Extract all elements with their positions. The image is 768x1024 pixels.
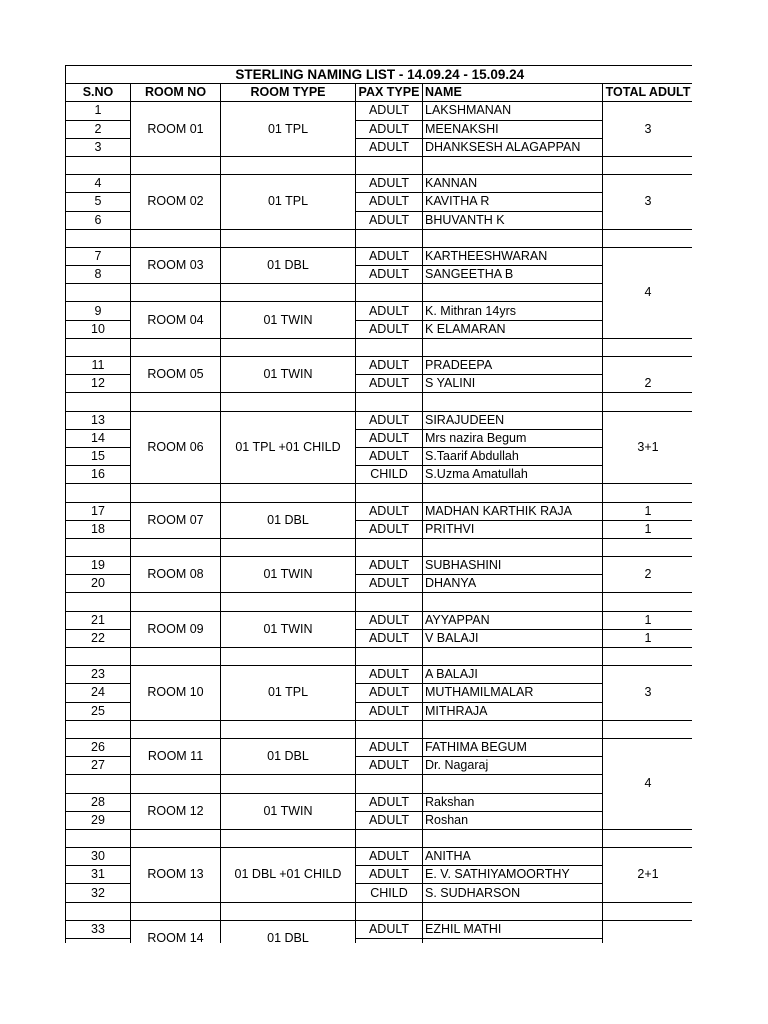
sheet-title: STERLING NAMING LIST - 14.09.24 - 15.09.24 bbox=[66, 66, 693, 84]
table-row bbox=[66, 793, 693, 811]
title-row bbox=[66, 66, 693, 84]
spacer-row bbox=[66, 484, 693, 502]
pax-type-cell: ADULT bbox=[356, 193, 423, 211]
spacer-row bbox=[66, 648, 693, 666]
header-name: NAME bbox=[423, 84, 603, 102]
name-cell: K. Mithran 14yrs bbox=[423, 302, 603, 320]
total-adult-cell: 3 bbox=[603, 102, 693, 157]
room-no-cell: ROOM 03 bbox=[131, 247, 221, 283]
sno-cell: 13 bbox=[66, 411, 131, 429]
name-cell bbox=[423, 939, 603, 944]
table-row bbox=[66, 611, 693, 629]
name-cell: MUTHAMILMALAR bbox=[423, 684, 603, 702]
name-cell: MITHRAJA bbox=[423, 702, 603, 720]
spacer-row bbox=[66, 229, 693, 247]
room-no-cell: ROOM 10 bbox=[131, 666, 221, 721]
room-type-cell: 01 TWIN bbox=[221, 302, 356, 338]
pax-type-cell: ADULT bbox=[356, 357, 423, 375]
room-no-cell: ROOM 01 bbox=[131, 102, 221, 157]
pax-type-cell: ADULT bbox=[356, 738, 423, 756]
name-cell: FATHIMA BEGUM bbox=[423, 738, 603, 756]
header-sno: S.NO bbox=[66, 84, 131, 102]
total-adult-cell bbox=[603, 920, 693, 943]
name-cell: Rakshan bbox=[423, 793, 603, 811]
sno-cell: 11 bbox=[66, 357, 131, 375]
pax-type-cell: ADULT bbox=[356, 102, 423, 120]
pax-type-cell: ADULT bbox=[356, 447, 423, 465]
table-row bbox=[66, 666, 693, 684]
sno-cell: 33 bbox=[66, 920, 131, 938]
name-cell: E. V. SATHIYAMOORTHY bbox=[423, 866, 603, 884]
name-cell: MADHAN KARTHIK RAJA bbox=[423, 502, 603, 520]
name-cell: KARTHEESHWARAN bbox=[423, 247, 603, 265]
name-cell: DHANYA bbox=[423, 575, 603, 593]
total-adult-cell: 1 bbox=[603, 520, 693, 538]
table-row bbox=[66, 247, 693, 265]
name-cell: Mrs nazira Begum bbox=[423, 429, 603, 447]
pax-type-cell: ADULT bbox=[356, 120, 423, 138]
sno-cell: 18 bbox=[66, 520, 131, 538]
sno-cell: 20 bbox=[66, 575, 131, 593]
sno-cell: 12 bbox=[66, 375, 131, 393]
name-cell: SANGEETHA B bbox=[423, 266, 603, 284]
pax-type-cell: ADULT bbox=[356, 793, 423, 811]
room-type-cell: 01 DBL bbox=[221, 738, 356, 774]
pax-type-cell: ADULT bbox=[356, 429, 423, 447]
naming-list-table bbox=[65, 65, 692, 943]
room-type-cell: 01 TPL +01 CHILD bbox=[221, 411, 356, 484]
pax-type-cell: ADULT bbox=[356, 175, 423, 193]
room-type-cell: 01 TPL bbox=[221, 175, 356, 230]
sno-cell: 21 bbox=[66, 611, 131, 629]
room-type-cell: 01 TWIN bbox=[221, 357, 356, 393]
pax-type-cell: ADULT bbox=[356, 848, 423, 866]
sno-cell: 8 bbox=[66, 266, 131, 284]
sno-cell: 7 bbox=[66, 247, 131, 265]
name-cell: LAKSHMANAN bbox=[423, 102, 603, 120]
sno-cell: 10 bbox=[66, 320, 131, 338]
name-cell: BHUVANTH K bbox=[423, 211, 603, 229]
spacer-row bbox=[66, 720, 693, 738]
sno-cell: 25 bbox=[66, 702, 131, 720]
room-no-cell: ROOM 09 bbox=[131, 611, 221, 647]
pax-type-cell: ADULT bbox=[356, 611, 423, 629]
sno-cell: 22 bbox=[66, 629, 131, 647]
room-no-cell: ROOM 06 bbox=[131, 411, 221, 484]
pax-type-cell: ADULT bbox=[356, 375, 423, 393]
total-adult-cell: 2 bbox=[603, 557, 693, 593]
spacer-row bbox=[66, 775, 693, 793]
table-row bbox=[66, 502, 693, 520]
sno-cell: 24 bbox=[66, 684, 131, 702]
table-row bbox=[66, 357, 693, 375]
room-type-cell: 01 DBL bbox=[221, 920, 356, 943]
header-pax-type: PAX TYPE bbox=[356, 84, 423, 102]
pax-type-cell: ADULT bbox=[356, 211, 423, 229]
table-row bbox=[66, 411, 693, 429]
room-no-cell: ROOM 12 bbox=[131, 793, 221, 829]
pax-type-cell: ADULT bbox=[356, 320, 423, 338]
name-cell: K ELAMARAN bbox=[423, 320, 603, 338]
sno-cell: 4 bbox=[66, 175, 131, 193]
room-type-cell: 01 DBL +01 CHILD bbox=[221, 848, 356, 903]
sno-cell: 27 bbox=[66, 757, 131, 775]
pax-type-cell: ADULT bbox=[356, 920, 423, 938]
spacer-row bbox=[66, 156, 693, 174]
name-cell: V BALAJI bbox=[423, 629, 603, 647]
room-type-cell: 01 TWIN bbox=[221, 557, 356, 593]
total-adult-cell: 3+1 bbox=[603, 411, 693, 484]
pax-type-cell: ADULT bbox=[356, 266, 423, 284]
pax-type-cell bbox=[356, 939, 423, 944]
sno-cell: 32 bbox=[66, 884, 131, 902]
room-no-cell: ROOM 05 bbox=[131, 357, 221, 393]
table-row bbox=[66, 848, 693, 866]
name-cell: S.Uzma Amatullah bbox=[423, 466, 603, 484]
name-cell: SUBHASHINI bbox=[423, 557, 603, 575]
spacer-row bbox=[66, 538, 693, 556]
header-total-adult: TOTAL ADULT bbox=[603, 84, 693, 102]
pax-type-cell: ADULT bbox=[356, 811, 423, 829]
sno-cell: 3 bbox=[66, 138, 131, 156]
sno-cell: 16 bbox=[66, 466, 131, 484]
room-no-cell: ROOM 11 bbox=[131, 738, 221, 774]
sno-cell: 29 bbox=[66, 811, 131, 829]
pax-type-cell: ADULT bbox=[356, 557, 423, 575]
spacer-row bbox=[66, 829, 693, 847]
spacer-row bbox=[66, 393, 693, 411]
pax-type-cell: ADULT bbox=[356, 684, 423, 702]
sno-cell: 9 bbox=[66, 302, 131, 320]
name-cell: A BALAJI bbox=[423, 666, 603, 684]
name-cell: SIRAJUDEEN bbox=[423, 411, 603, 429]
total-adult-cell: 2 bbox=[603, 357, 693, 393]
header-room-type: ROOM TYPE bbox=[221, 84, 356, 102]
room-no-cell: ROOM 14 bbox=[131, 920, 221, 943]
sno-cell bbox=[66, 939, 131, 944]
sno-cell: 5 bbox=[66, 193, 131, 211]
table-row bbox=[66, 102, 693, 120]
room-type-cell: 01 TPL bbox=[221, 666, 356, 721]
name-cell: Dr. Nagaraj bbox=[423, 757, 603, 775]
name-cell: MEENAKSHI bbox=[423, 120, 603, 138]
table-row bbox=[66, 920, 693, 938]
pax-type-cell: ADULT bbox=[356, 666, 423, 684]
table-row bbox=[66, 738, 693, 756]
room-no-cell: ROOM 08 bbox=[131, 557, 221, 593]
name-cell: AYYAPPAN bbox=[423, 611, 603, 629]
total-adult-cell: 1 bbox=[603, 629, 693, 647]
room-type-cell: 01 TPL bbox=[221, 102, 356, 157]
room-type-cell: 01 DBL bbox=[221, 247, 356, 283]
pax-type-cell: ADULT bbox=[356, 702, 423, 720]
room-no-cell: ROOM 04 bbox=[131, 302, 221, 338]
sno-cell: 30 bbox=[66, 848, 131, 866]
sno-cell: 15 bbox=[66, 447, 131, 465]
spacer-row bbox=[66, 338, 693, 356]
naming-list-sheet bbox=[65, 65, 692, 943]
table-row bbox=[66, 557, 693, 575]
pax-type-cell: CHILD bbox=[356, 466, 423, 484]
total-adult-cell: 1 bbox=[603, 502, 693, 520]
name-cell: DHANKSESH ALAGAPPAN bbox=[423, 138, 603, 156]
room-no-cell: ROOM 07 bbox=[131, 502, 221, 538]
pax-type-cell: ADULT bbox=[356, 247, 423, 265]
pax-type-cell: CHILD bbox=[356, 884, 423, 902]
spacer-row bbox=[66, 593, 693, 611]
sno-cell: 1 bbox=[66, 102, 131, 120]
sno-cell: 19 bbox=[66, 557, 131, 575]
sno-cell: 6 bbox=[66, 211, 131, 229]
pax-type-cell: ADULT bbox=[356, 138, 423, 156]
sno-cell: 17 bbox=[66, 502, 131, 520]
sno-cell: 31 bbox=[66, 866, 131, 884]
room-type-cell: 01 TWIN bbox=[221, 793, 356, 829]
name-cell: PRADEEPA bbox=[423, 357, 603, 375]
pax-type-cell: ADULT bbox=[356, 629, 423, 647]
pax-type-cell: ADULT bbox=[356, 757, 423, 775]
header-row bbox=[66, 84, 693, 102]
pax-type-cell: ADULT bbox=[356, 866, 423, 884]
pax-type-cell: ADULT bbox=[356, 411, 423, 429]
total-adult-cell: 2+1 bbox=[603, 848, 693, 903]
sno-cell: 14 bbox=[66, 429, 131, 447]
header-room-no: ROOM NO bbox=[131, 84, 221, 102]
pax-type-cell: ADULT bbox=[356, 520, 423, 538]
pax-type-cell: ADULT bbox=[356, 575, 423, 593]
room-no-cell: ROOM 13 bbox=[131, 848, 221, 903]
room-type-cell: 01 DBL bbox=[221, 502, 356, 538]
sno-cell: 2 bbox=[66, 120, 131, 138]
room-type-cell: 01 TWIN bbox=[221, 611, 356, 647]
total-adult-cell: 3 bbox=[603, 175, 693, 230]
name-cell: Roshan bbox=[423, 811, 603, 829]
pax-type-cell: ADULT bbox=[356, 302, 423, 320]
room-no-cell: ROOM 02 bbox=[131, 175, 221, 230]
spacer-row bbox=[66, 284, 693, 302]
sno-cell: 26 bbox=[66, 738, 131, 756]
name-cell: EZHIL MATHI bbox=[423, 920, 603, 938]
sno-cell: 23 bbox=[66, 666, 131, 684]
name-cell: KAVITHA R bbox=[423, 193, 603, 211]
name-cell: KANNAN bbox=[423, 175, 603, 193]
name-cell: S YALINI bbox=[423, 375, 603, 393]
table-row bbox=[66, 302, 693, 320]
total-adult-cell: 4 bbox=[603, 738, 693, 829]
pax-type-cell: ADULT bbox=[356, 502, 423, 520]
name-cell: S. SUDHARSON bbox=[423, 884, 603, 902]
spacer-row bbox=[66, 902, 693, 920]
total-adult-cell: 1 bbox=[603, 611, 693, 629]
total-adult-cell: 4 bbox=[603, 247, 693, 338]
total-adult-cell: 3 bbox=[603, 666, 693, 721]
name-cell: PRITHVI bbox=[423, 520, 603, 538]
table-row bbox=[66, 175, 693, 193]
name-cell: S.Taarif Abdullah bbox=[423, 447, 603, 465]
name-cell: ANITHA bbox=[423, 848, 603, 866]
sno-cell: 28 bbox=[66, 793, 131, 811]
